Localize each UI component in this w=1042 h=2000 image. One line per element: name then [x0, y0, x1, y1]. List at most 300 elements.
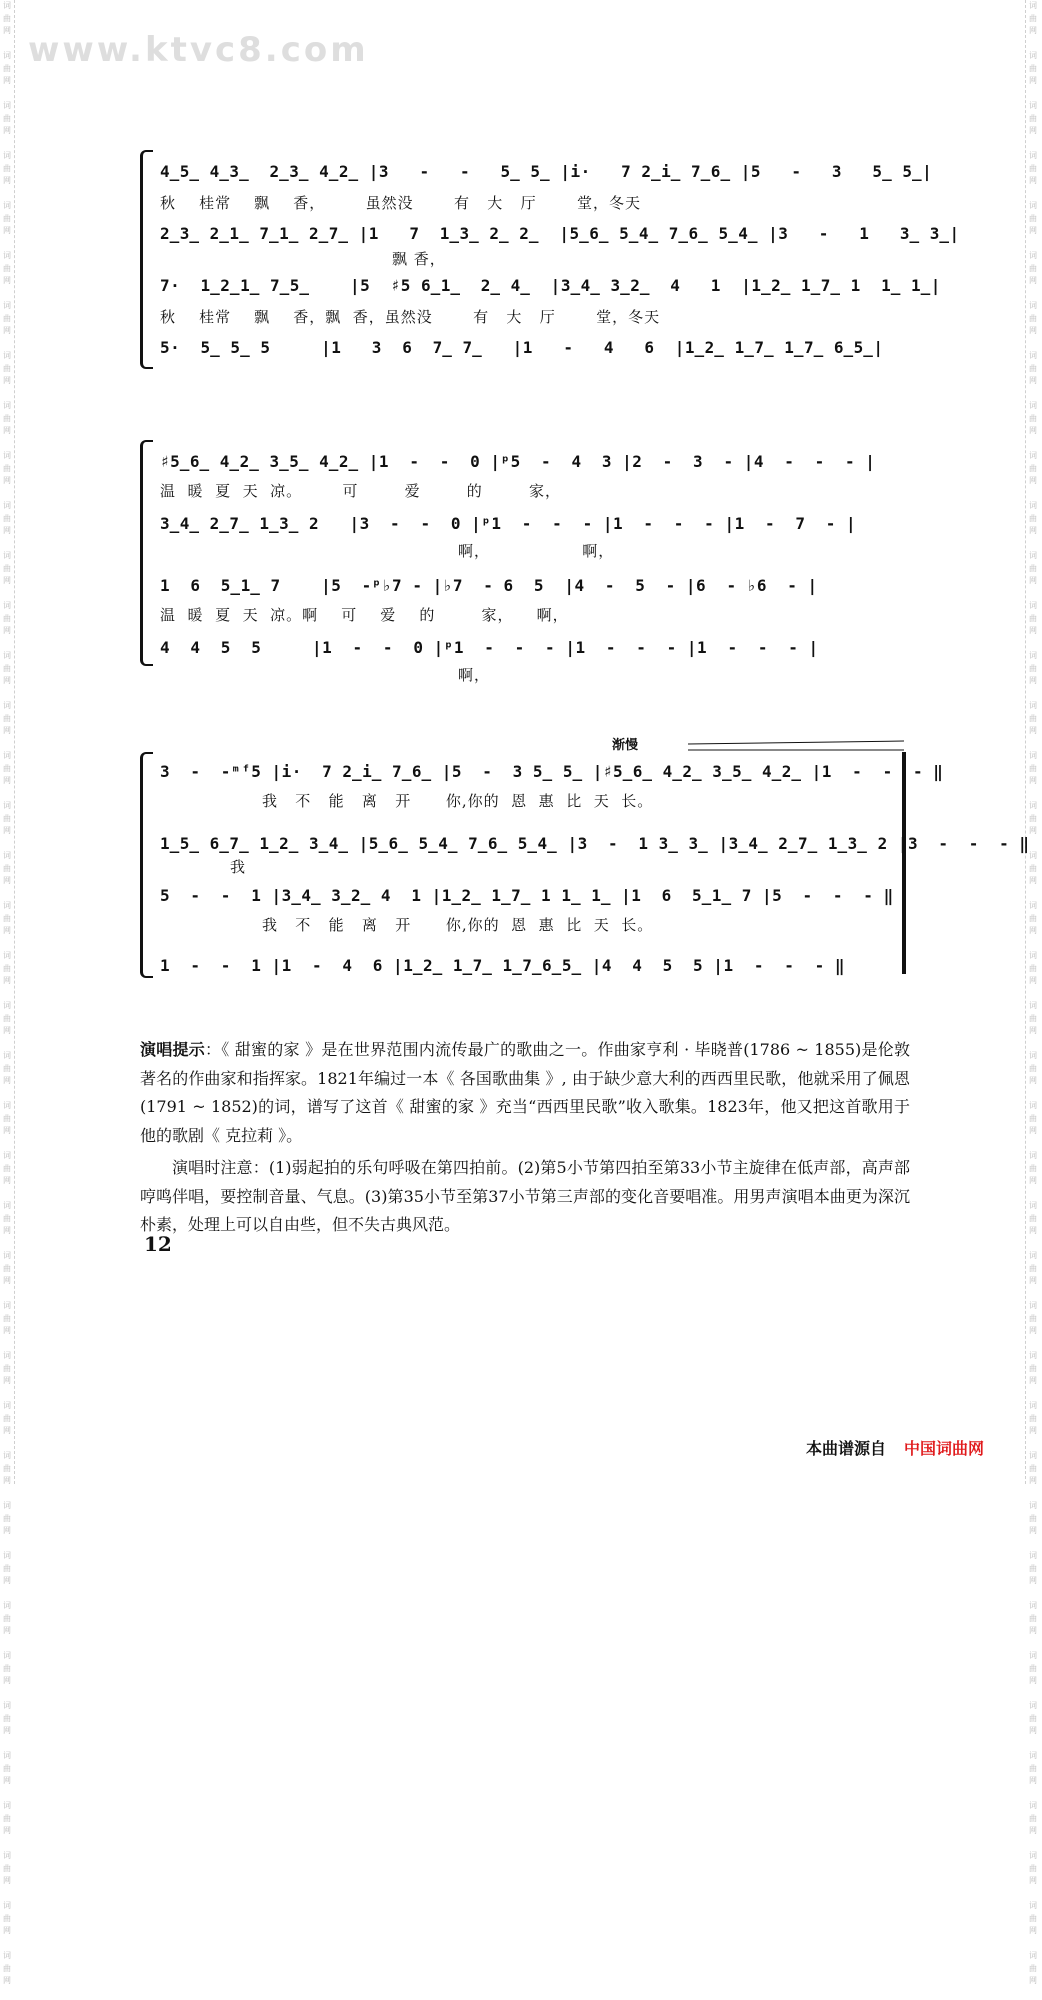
side-mark-char: 词 [0, 1400, 14, 1413]
side-mark-char: 曲 [0, 1063, 14, 1076]
side-mark-char: 词 [1026, 550, 1040, 563]
side-mark-char: 词 [1026, 650, 1040, 663]
system-1-voice-1-notes: 4̲5̲ 4̲3̲ 2̲3̲ 4̲2̲ |3 - - 5̲ 5̲ |i· 7 2̲i̲ 7̲6̲ |5 - 3 5̲ 5̲| [160, 162, 932, 190]
side-mark-gap [1026, 888, 1040, 901]
side-mark-gap [1026, 388, 1040, 401]
side-mark-gap [1026, 1638, 1040, 1651]
side-mark-gap [1026, 638, 1040, 651]
side-mark-char: 网 [1026, 1175, 1040, 1188]
side-mark-gap [1026, 1138, 1040, 1151]
system-3-voice-3-notes: 5 - - 1 |3̲4̲ 3̲2̲ 4 1 |1̲2̲ 1̲7̲ 1 1̲ 1̲ |1 6 5̲1̲ 7 |5 - - - ‖ [160, 886, 894, 914]
performance-notes-paragraph-1 [140, 1036, 910, 1150]
side-mark-gap [0, 138, 14, 151]
side-mark-char: 网 [1026, 1025, 1040, 1038]
side-mark-char: 词 [1026, 500, 1040, 513]
side-mark-char: 曲 [1026, 1913, 1040, 1926]
side-mark-char: 词 [0, 150, 14, 163]
side-mark-gap [0, 1638, 14, 1651]
side-mark-char: 词 [0, 750, 14, 763]
side-mark-gap [0, 838, 14, 851]
side-mark-char: 网 [1026, 875, 1040, 888]
system-1-brace [140, 150, 153, 369]
side-mark-char: 曲 [0, 1113, 14, 1126]
side-mark-char: 曲 [0, 713, 14, 726]
side-mark-gap [1026, 1038, 1040, 1051]
side-mark-char: 网 [0, 1825, 14, 1838]
side-mark-char: 词 [0, 700, 14, 713]
side-mark-char: 曲 [0, 1363, 14, 1376]
side-mark-char: 网 [1026, 925, 1040, 938]
side-mark-char: 词 [0, 1350, 14, 1363]
system-2-voice-1-notes: ♯5̲6̲ 4̲2̲ 3̲5̲ 4̲2̲ |1 - - 0 |ᵖ5 - 4 3 |2 - 3 - |4 - - - | [160, 452, 875, 480]
tempo-marking: 渐慢 [612, 734, 638, 753]
side-mark-char: 曲 [1026, 463, 1040, 476]
side-mark-char: 词 [0, 1100, 14, 1113]
side-mark-char: 网 [1026, 375, 1040, 388]
side-mark-gap [0, 688, 14, 701]
side-mark-char: 网 [0, 1525, 14, 1538]
side-mark-char: 网 [1026, 575, 1040, 588]
side-mark-gap [1026, 1688, 1040, 1701]
system-1-voice-1-lyric: 秋 桂常 飘 香， 虽然没 有 大 厅 堂，冬天 [160, 192, 641, 213]
side-mark-gap [1026, 1488, 1040, 1501]
side-mark-char: 网 [0, 425, 14, 438]
side-mark-char: 词 [0, 1700, 14, 1713]
side-mark-char: 曲 [1026, 1013, 1040, 1026]
side-mark-char: 网 [1026, 1525, 1040, 1538]
side-mark-gap [0, 1838, 14, 1851]
side-mark-char: 网 [0, 1975, 14, 1988]
side-mark-gap [1026, 738, 1040, 751]
side-mark-char: 曲 [0, 763, 14, 776]
side-mark-char: 曲 [1026, 1713, 1040, 1726]
side-mark-char: 曲 [1026, 963, 1040, 976]
side-mark-char: 网 [0, 1925, 14, 1938]
side-mark-char: 曲 [1026, 263, 1040, 276]
side-mark-char: 词 [1026, 0, 1040, 13]
side-mark-char: 网 [1026, 525, 1040, 538]
system-2-brace [140, 440, 153, 666]
side-mark-char: 词 [1026, 100, 1040, 113]
side-mark-char: 网 [1026, 1875, 1040, 1888]
side-mark-gap [1026, 1588, 1040, 1601]
side-mark-char: 网 [1026, 1475, 1040, 1488]
side-mark-char: 曲 [1026, 1313, 1040, 1326]
side-mark-char: 网 [1026, 975, 1040, 988]
side-mark-char: 词 [0, 350, 14, 363]
side-mark-char: 网 [1026, 1275, 1040, 1288]
side-mark-char: 曲 [1026, 213, 1040, 226]
side-mark-char: 曲 [0, 213, 14, 226]
side-mark-char: 词 [1026, 1450, 1040, 1463]
side-mark-char: 词 [1026, 600, 1040, 613]
side-mark-char: 词 [1026, 750, 1040, 763]
side-mark-char: 词 [0, 1050, 14, 1063]
side-mark-char: 词 [0, 1200, 14, 1213]
side-mark-gap [0, 38, 14, 51]
side-mark-char: 曲 [0, 63, 14, 76]
side-mark-gap [1026, 88, 1040, 101]
side-mark-char: 词 [0, 1150, 14, 1163]
side-mark-char: 曲 [1026, 1563, 1040, 1576]
side-mark-char: 曲 [1026, 663, 1040, 676]
side-mark-char: 曲 [0, 1863, 14, 1876]
side-mark-char: 网 [0, 775, 14, 788]
side-mark-char: 词 [1026, 1200, 1040, 1213]
performance-notes-paragraph-2: 演唱时注意：(1)弱起拍的乐句呼吸在第四拍前。(2)第5小节第四拍至第33小节主旋律在低声部，高声部哼鸣伴唱，要控制音量、气息。(3)第35小节至第37小节第三声部的变化音要唱准。用男声演唱本曲更为深沉朴素，处理上可以自由些，但不失古典风范。 [140, 1154, 910, 1240]
side-mark-char: 曲 [0, 113, 14, 126]
side-mark-char: 词 [1026, 1400, 1040, 1413]
side-mark-gap [0, 88, 14, 101]
side-mark-char: 词 [1026, 1900, 1040, 1913]
system-2-voice-4-lyric: 啊， [458, 664, 490, 685]
side-mark-char: 网 [0, 275, 14, 288]
side-mark-char: 曲 [1026, 1063, 1040, 1076]
side-mark-char: 词 [1026, 1000, 1040, 1013]
side-mark-char: 词 [0, 200, 14, 213]
side-mark-char: 曲 [1026, 1763, 1040, 1776]
side-mark-char: 词 [1026, 1700, 1040, 1713]
side-mark-char: 曲 [1026, 513, 1040, 526]
side-mark-char: 曲 [0, 1013, 14, 1026]
page-number: 12 [144, 1232, 172, 1256]
side-mark-char: 曲 [1026, 413, 1040, 426]
side-mark-char: 曲 [1026, 1663, 1040, 1676]
side-mark-char: 曲 [0, 463, 14, 476]
system-3-voice-2-lyric: 我 [230, 856, 246, 877]
side-mark-char: 曲 [0, 1263, 14, 1276]
system-1-voice-3-notes: 7· 1̲2̲1̲ 7̲5̲ |5 ♯5 6̲1̲ 2̲ 4̲ |3̲4̲ 3̲2̲ 4 1 |1̲2̲ 1̲7̲ 1 1̲ 1̲| [160, 276, 941, 304]
side-mark-char: 曲 [1026, 713, 1040, 726]
source-credit-site-link[interactable]: 中国词曲网 [904, 1439, 984, 1458]
side-mark-gap [0, 1888, 14, 1901]
side-mark-char: 曲 [1026, 1963, 1040, 1976]
source-credit [806, 1436, 984, 1459]
side-mark-char: 词 [0, 1900, 14, 1913]
side-mark-char: 曲 [1026, 863, 1040, 876]
side-mark-char: 词 [0, 1500, 14, 1513]
side-mark-gap [1026, 938, 1040, 951]
side-mark-char: 网 [1026, 1925, 1040, 1938]
side-mark-char: 词 [1026, 200, 1040, 213]
side-mark-char: 词 [1026, 1250, 1040, 1263]
side-mark-char: 网 [1026, 225, 1040, 238]
side-mark-char: 曲 [1026, 1863, 1040, 1876]
side-mark-char: 词 [0, 300, 14, 313]
side-mark-char: 网 [1026, 425, 1040, 438]
system-3-voice-1-lyric: 我 不 能 离 开 你,你的 恩 惠 比 天 长。 [262, 790, 653, 811]
side-mark-char: 词 [0, 1550, 14, 1563]
side-mark-char: 网 [0, 925, 14, 938]
side-mark-char: 网 [0, 1325, 14, 1338]
side-mark-gap [0, 1438, 14, 1451]
side-mark-gap [1026, 1238, 1040, 1251]
system-3-voice-3-lyric: 我 不 能 离 开 你,你的 恩 惠 比 天 长。 [262, 914, 653, 935]
side-mark-char: 网 [1026, 825, 1040, 838]
side-mark-char: 网 [1026, 75, 1040, 88]
side-mark-char: 网 [0, 625, 14, 638]
side-mark-char: 网 [0, 1625, 14, 1638]
side-mark-gap [1026, 1838, 1040, 1851]
side-mark-char: 曲 [0, 13, 14, 26]
side-mark-char: 曲 [1026, 613, 1040, 626]
system-3-voice-1-notes: 3 - -ᵐᶠ5 |i· 7 2̲i̲ 7̲6̲ |5 - 3 5̲ 5̲ |♯5̲6̲ 4̲2̲ 3̲5̲ 4̲2̲ |1 - - - ‖ [160, 762, 943, 790]
system-2-voice-3-lyric: 温 暖 夏 天 凉。啊 可 爱 的 家， 啊， [160, 604, 569, 625]
side-mark-gap [1026, 1788, 1040, 1801]
side-mark-char: 词 [1026, 1150, 1040, 1163]
side-mark-char: 词 [1026, 1300, 1040, 1313]
side-mark-char: 网 [1026, 725, 1040, 738]
side-mark-char: 网 [1026, 625, 1040, 638]
side-mark-char: 网 [0, 1875, 14, 1888]
side-mark-char: 词 [1026, 1950, 1040, 1963]
side-mark-char: 曲 [1026, 1463, 1040, 1476]
side-mark-char: 词 [1026, 950, 1040, 963]
side-mark-gap [0, 1238, 14, 1251]
side-mark-gap [0, 438, 14, 451]
side-mark-char: 词 [0, 1450, 14, 1463]
side-mark-gap [0, 938, 14, 951]
side-mark-gap [1026, 1388, 1040, 1401]
side-mark-char: 曲 [0, 1613, 14, 1626]
side-mark-gap [0, 738, 14, 751]
side-mark-gap [1026, 288, 1040, 301]
side-mark-char: 曲 [1026, 13, 1040, 26]
side-mark-char: 词 [0, 1600, 14, 1613]
side-mark-char: 词 [1026, 350, 1040, 363]
side-mark-char: 词 [1026, 1550, 1040, 1563]
side-mark-char: 词 [0, 500, 14, 513]
side-mark-char: 网 [1026, 1625, 1040, 1638]
side-mark-char: 曲 [1026, 63, 1040, 76]
side-mark-char: 曲 [0, 863, 14, 876]
side-mark-char: 曲 [1026, 363, 1040, 376]
system-1-voice-3-lyric: 秋 桂常 飘 香，飘 香，虽然没 有 大 厅 堂，冬天 [160, 306, 660, 327]
side-mark-gap [1026, 488, 1040, 501]
side-mark-gap [0, 1588, 14, 1601]
system-3-voice-4-notes: 1 - - 1 |1 - 4 6 |1̲2̲ 1̲7̲ 1̲7̲6̲5̲ |4 4 5 5 |1 - - - ‖ [160, 956, 845, 984]
side-mark-char: 词 [1026, 1850, 1040, 1863]
side-mark-char: 曲 [0, 513, 14, 526]
side-mark-char: 词 [0, 450, 14, 463]
side-mark-char: 网 [1026, 325, 1040, 338]
side-mark-char: 网 [1026, 1775, 1040, 1788]
side-mark-char: 词 [1026, 1650, 1040, 1663]
side-mark-char: 网 [1026, 1975, 1040, 1988]
side-mark-gap [1026, 1188, 1040, 1201]
side-mark-char: 网 [0, 1725, 14, 1738]
side-mark-char: 曲 [1026, 813, 1040, 826]
side-mark-char: 词 [0, 250, 14, 263]
side-mark-gap [0, 1688, 14, 1701]
source-credit-prefix: 本曲谱源自 [806, 1439, 886, 1458]
side-mark-char: 词 [1026, 250, 1040, 263]
side-mark-char: 曲 [1026, 563, 1040, 576]
side-mark-char: 网 [0, 25, 14, 38]
side-mark-char: 网 [0, 1225, 14, 1238]
side-mark-char: 词 [0, 1650, 14, 1663]
side-mark-char: 网 [0, 375, 14, 388]
side-mark-char: 词 [0, 800, 14, 813]
side-mark-char: 词 [0, 100, 14, 113]
side-mark-char: 曲 [0, 1513, 14, 1526]
side-mark-char: 曲 [1026, 1163, 1040, 1176]
side-mark-char: 网 [0, 1475, 14, 1488]
system-1-voice-4-notes: 5· 5̲ 5̲ 5 |1 3 6 7̲ 7̲ |1 - 4 6 |1̲2̲ 1̲7̲ 1̲7̲ 6̲5̲| [160, 338, 884, 366]
side-mark-char: 网 [1026, 1425, 1040, 1438]
side-mark-char: 曲 [1026, 913, 1040, 926]
side-mark-char: 网 [0, 1025, 14, 1038]
side-mark-gap [1026, 1338, 1040, 1351]
side-mark-gap [0, 338, 14, 351]
side-mark-char: 曲 [0, 963, 14, 976]
side-mark-char: 词 [0, 1000, 14, 1013]
side-mark-char: 网 [0, 1175, 14, 1188]
side-mark-char: 网 [0, 225, 14, 238]
side-mark-char: 曲 [1026, 1263, 1040, 1276]
side-mark-char: 词 [0, 1850, 14, 1863]
side-mark-char: 网 [0, 75, 14, 88]
side-mark-char: 网 [0, 1675, 14, 1688]
system-2-voice-1-lyric: 温 暖 夏 天 凉。 可 爱 的 家， [160, 480, 561, 501]
side-mark-gap [0, 1288, 14, 1301]
side-mark-gap [1026, 688, 1040, 701]
side-mark-char: 曲 [0, 613, 14, 626]
system-2-voice-3-notes: 1 6 5̲1̲ 7 |5 -ᵖ♭7 - |♭7 - 6 5 |4 - 5 - |6 - ♭6 - | [160, 576, 818, 604]
side-mark-gap [0, 638, 14, 651]
side-mark-gap [1026, 1738, 1040, 1751]
side-mark-char: 曲 [1026, 1413, 1040, 1426]
side-mark-char: 网 [0, 1775, 14, 1788]
side-mark-char: 网 [0, 1275, 14, 1288]
side-mark-char: 词 [0, 950, 14, 963]
side-mark-gap [0, 1188, 14, 1201]
system-2-voice-4-notes: 4 4 5 5 |1 - - 0 |ᵖ1 - - - |1 - - - |1 - - - | [160, 638, 819, 666]
side-mark-char: 网 [0, 125, 14, 138]
side-mark-char: 网 [0, 175, 14, 188]
system-2-voice-2-lyric: 啊， 啊， [458, 540, 614, 561]
side-mark-char: 网 [1026, 175, 1040, 188]
side-mark-char: 网 [1026, 1125, 1040, 1138]
side-mark-gap [1026, 338, 1040, 351]
side-mark-char: 词 [1026, 1800, 1040, 1813]
side-mark-char: 词 [0, 850, 14, 863]
side-mark-char: 词 [1026, 150, 1040, 163]
side-mark-char: 曲 [1026, 313, 1040, 326]
side-mark-char: 网 [1026, 1825, 1040, 1838]
side-mark-char: 曲 [0, 1813, 14, 1826]
side-mark-char: 网 [0, 575, 14, 588]
side-mark-gap [1026, 988, 1040, 1001]
side-mark-char: 网 [0, 325, 14, 338]
side-mark-char: 曲 [1026, 1113, 1040, 1126]
side-mark-gap [1026, 1438, 1040, 1451]
side-mark-gap [0, 288, 14, 301]
side-mark-char: 曲 [0, 913, 14, 926]
side-mark-char: 曲 [0, 163, 14, 176]
side-mark-char: 词 [0, 1800, 14, 1813]
side-mark-gap [0, 1538, 14, 1551]
side-mark-char: 词 [1026, 450, 1040, 463]
side-mark-char: 词 [1026, 1500, 1040, 1513]
performance-notes [140, 1036, 910, 1240]
side-mark-char: 词 [1026, 1100, 1040, 1113]
side-mark-gap [0, 488, 14, 501]
side-mark-gap [0, 188, 14, 201]
side-mark-char: 曲 [0, 1413, 14, 1426]
side-mark-char: 词 [1026, 1350, 1040, 1363]
side-mark-char: 词 [1026, 1750, 1040, 1763]
side-mark-char: 词 [0, 400, 14, 413]
side-mark-gap [0, 1038, 14, 1051]
side-mark-char: 词 [0, 50, 14, 63]
side-mark-char: 曲 [0, 1713, 14, 1726]
side-mark-char: 词 [1026, 850, 1040, 863]
side-mark-char: 曲 [0, 1563, 14, 1576]
side-mark-gap [1026, 588, 1040, 601]
side-mark-char: 词 [1026, 700, 1040, 713]
side-mark-char: 词 [1026, 800, 1040, 813]
side-mark-char: 网 [0, 525, 14, 538]
side-mark-gap [1026, 1288, 1040, 1301]
side-mark-char: 网 [1026, 1225, 1040, 1238]
side-mark-char: 词 [1026, 300, 1040, 313]
side-mark-char: 曲 [0, 313, 14, 326]
side-mark-char: 词 [1026, 1600, 1040, 1613]
side-mark-char: 网 [0, 1575, 14, 1588]
side-mark-gap [1026, 138, 1040, 151]
decrescendo-hairpin [686, 740, 906, 760]
side-mark-gap [1026, 438, 1040, 451]
side-mark-char: 曲 [0, 1313, 14, 1326]
side-mark-gap [1026, 538, 1040, 551]
side-mark-gap [1026, 1888, 1040, 1901]
system-3-voice-2-notes: 1̲5̲ 6̲7̲ 1̲2̲ 3̲4̲ |5̲6̲ 5̲4̲ 7̲6̲ 5̲4̲ |3 - 1 3̲ 3̲ |3̲4̲ 2̲7̲ 1̲3̲ 2 |3 - - - ‖ [160, 834, 1030, 862]
side-mark-char: 网 [1026, 475, 1040, 488]
side-mark-char: 网 [0, 1075, 14, 1088]
side-mark-gap [1026, 38, 1040, 51]
performance-notes-text-1: ：《 甜蜜的家 》是在世界范围内流传最广的歌曲之一。作曲家亨利 · 毕晓普(1786 ~ 1855)是伦敦著名的作曲家和指挥家。1821年编过一本《 各国歌曲集 》, 由于缺少意大利的西西里民歌，他就采用了佩恩(1791 ~ 1852)的词，谱写了这首《 甜蜜的家 》充当“西西里民歌”收入歌集。1823年，他又把这首歌用于他的歌剧《 克拉莉 》。 [140, 1040, 910, 1145]
side-mark-gap [0, 238, 14, 251]
side-mark-char: 网 [1026, 1675, 1040, 1688]
side-mark-char: 词 [0, 1750, 14, 1763]
performance-notes-label: 演唱提示 [140, 1040, 205, 1059]
side-mark-char: 词 [0, 900, 14, 913]
side-mark-gap [1026, 1988, 1040, 2000]
side-mark-char: 网 [1026, 25, 1040, 38]
side-mark-char: 词 [1026, 900, 1040, 913]
side-mark-char: 曲 [1026, 763, 1040, 776]
side-mark-char: 曲 [0, 1763, 14, 1776]
side-mark-char: 曲 [1026, 163, 1040, 176]
side-mark-char: 词 [1026, 400, 1040, 413]
side-mark-char: 网 [1026, 1075, 1040, 1088]
side-mark-char: 曲 [1026, 113, 1040, 126]
system-1-voice-2-notes: 2̲3̲ 2̲1̲ 7̲1̲ 2̲7̲ |1 7 1̲3̲ 2̲ 2̲ |5̲6̲ 5̲4̲ 7̲6̲ 5̲4̲ |3 - 1 3̲ 3̲| [160, 224, 960, 252]
side-mark-char: 网 [0, 475, 14, 488]
side-mark-char: 网 [0, 1125, 14, 1138]
side-mark-char: 曲 [0, 413, 14, 426]
side-mark-gap [1026, 1088, 1040, 1101]
side-mark-char: 词 [1026, 50, 1040, 63]
side-mark-char: 网 [1026, 675, 1040, 688]
side-mark-char: 曲 [0, 263, 14, 276]
side-mark-char: 曲 [0, 563, 14, 576]
side-mark-char: 词 [0, 600, 14, 613]
side-mark-char: 曲 [0, 1463, 14, 1476]
side-mark-char: 词 [0, 1250, 14, 1263]
side-mark-gap [0, 1088, 14, 1101]
